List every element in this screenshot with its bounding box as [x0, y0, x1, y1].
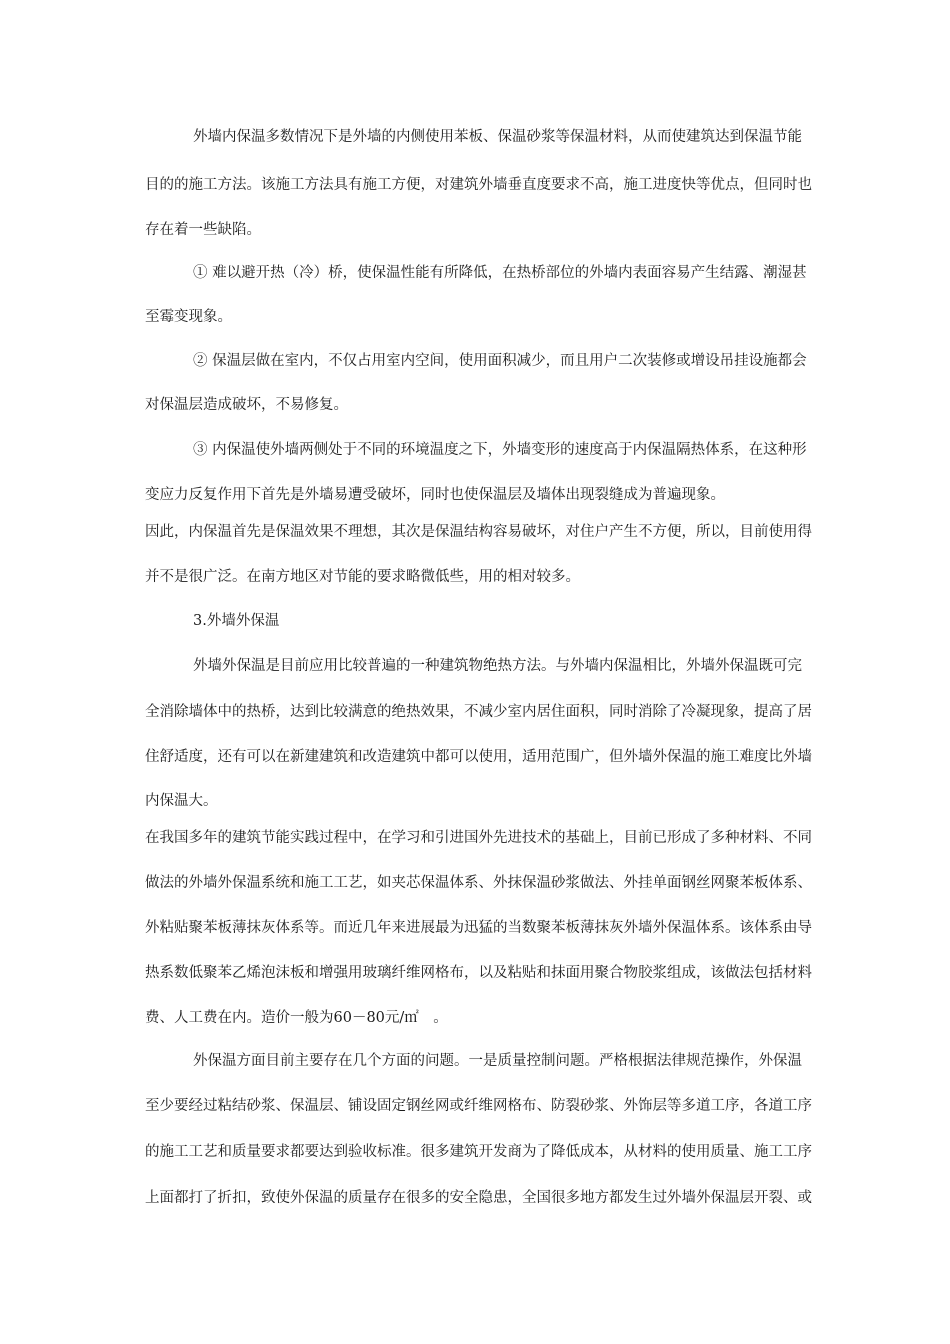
section-heading: 3.外墙外保温 — [193, 613, 280, 629]
text-line: 做法的外墙外保温系统和施工工艺，如夹芯保温体系、外抹保温砂浆做法、外挂单面钢丝网聚苯板体系、 — [145, 875, 812, 891]
text-line: ② 保温层做在室内，不仅占用室内空间，使用面积减少，而且用户二次装修或增设吊挂设施都会 — [193, 353, 807, 369]
text-line: ③ 内保温使外墙两侧处于不同的环境温度之下，外墙变形的速度高于内保温隔热体系，在这种形 — [193, 442, 807, 458]
text-line: 存在着一些缺陷。 — [145, 222, 261, 238]
text-line: 至霉变现象。 — [145, 309, 232, 325]
text-line: 内保温大。 — [145, 793, 218, 809]
text-line: 外保温方面目前主要存在几个方面的问题。一是质量控制问题。严格根据法律规范操作，外保温 — [193, 1053, 802, 1069]
text-line: 并不是很广泛。在南方地区对节能的要求略微低些，用的相对较多。 — [145, 569, 580, 585]
text-line: 外粘贴聚苯板薄抹灰体系等。而近几年来进展最为迅猛的当数聚苯板薄抹灰外墙外保温体系。该体系由导 — [145, 920, 812, 936]
text-line: 在我国多年的建筑节能实践过程中，在学习和引进国外先进技术的基础上，目前已形成了多种材料、不同 — [145, 830, 812, 846]
text-line: 外墙外保温是目前应用比较普遍的一种建筑物绝热方法。与外墙内保温相比，外墙外保温既可完 — [193, 658, 802, 674]
text-line: 热系数低聚苯乙烯泡沫板和增强用玻璃纤维网格布，以及粘贴和抹面用聚合物胶浆组成，该做法包括材料 — [145, 965, 812, 981]
text-line: 住舒适度，还有可以在新建建筑和改造建筑中都可以使用，适用范围广，但外墙外保温的施工难度比外墙 — [145, 749, 812, 765]
text-line: 上面都打了折扣，致使外保温的质量存在很多的安全隐患，全国很多地方都发生过外墙外保温层开裂、或 — [145, 1190, 812, 1206]
text-line: 因此，内保温首先是保温效果不理想，其次是保温结构容易破坏，对住户产生不方便，所以，目前使用得 — [145, 524, 812, 540]
text-line: ① 难以避开热（冷）桥，使保温性能有所降低，在热桥部位的外墙内表面容易产生结露、潮湿甚 — [193, 265, 807, 281]
text-line: 对保温层造成破坏，不易修复。 — [145, 397, 348, 413]
text-line: 全消除墙体中的热桥，达到比较满意的绝热效果，不减少室内居住面积，同时消除了冷凝现象，提高了居 — [145, 704, 812, 720]
text-line: 至少要经过粘结砂浆、保温层、铺设固定钢丝网或纤维网格布、防裂砂浆、外饰层等多道工序，各道工序 — [145, 1098, 812, 1114]
text-line: 的施工工艺和质量要求都要达到验收标准。很多建筑开发商为了降低成本，从材料的使用质量、施工工序 — [145, 1144, 812, 1160]
text-line: 变应力反复作用下首先是外墙易遭受破坏，同时也使保温层及墙体出现裂缝成为普遍现象。 — [145, 487, 725, 503]
text-line: 费、人工费在内。造价一般为60－80元/㎡ 。 — [145, 1010, 448, 1026]
text-line: 外墙内保温多数情况下是外墙的内侧使用苯板、保温砂浆等保温材料，从而使建筑达到保温节能 — [193, 129, 802, 145]
text-line: 目的的施工方法。该施工方法具有施工方便，对建筑外墙垂直度要求不高，施工进度快等优点，但同时也 — [145, 177, 812, 193]
